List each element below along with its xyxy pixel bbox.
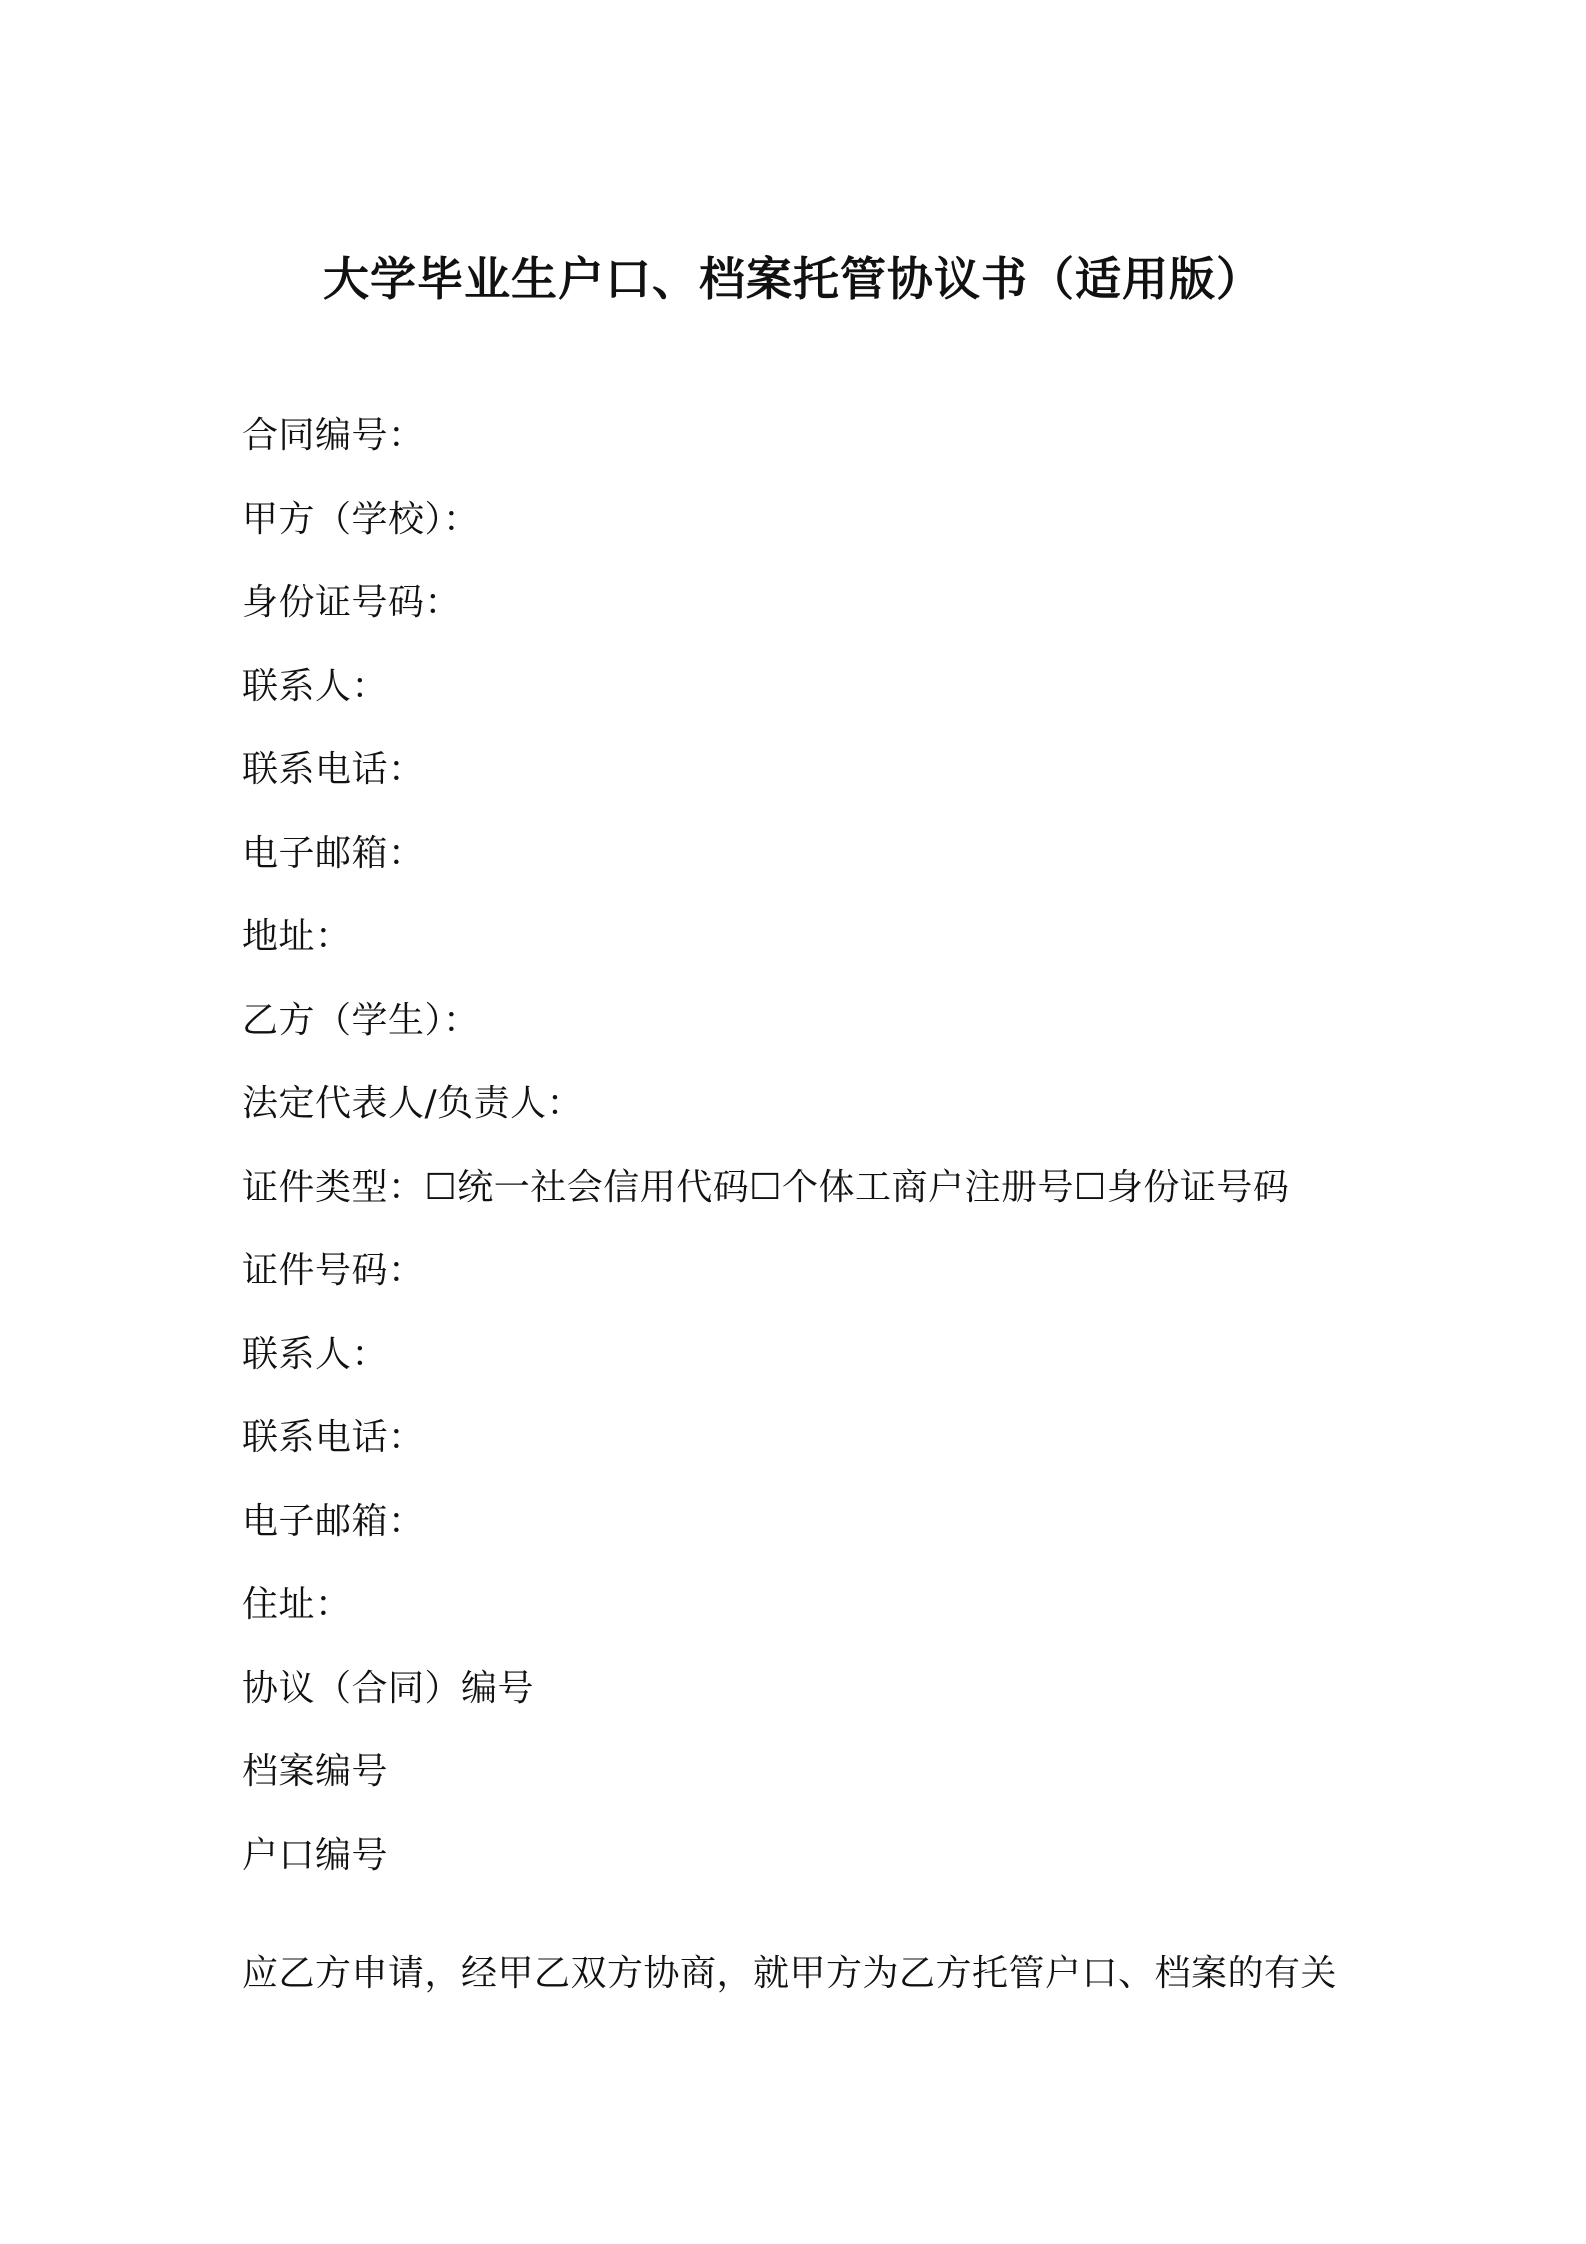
field-party-b-student bbox=[242, 993, 1442, 1077]
field-party-b-email bbox=[242, 1494, 1442, 1578]
field-label: 户口编号 bbox=[242, 1834, 389, 1876]
field-party-a-email bbox=[242, 826, 1442, 910]
field-id-number bbox=[242, 1243, 1442, 1327]
document-title: 大学毕业生户口、档案托管协议书（适用版） bbox=[323, 251, 1263, 306]
field-label: 协议（合同）编号 bbox=[242, 1667, 535, 1709]
field-party-b-residence bbox=[242, 1577, 1442, 1661]
field-label: 证件类型：☐统一社会信用代码☐个体工商户注册号☐身份证号码 bbox=[242, 1166, 1290, 1208]
field-label: 电子邮箱： bbox=[242, 1500, 425, 1542]
field-label: 住址： bbox=[242, 1584, 352, 1625]
form-fields-list bbox=[242, 408, 1442, 1911]
field-label: 档案编号 bbox=[242, 1751, 389, 1792]
field-party-a-address bbox=[242, 909, 1442, 993]
field-party-a-contact bbox=[242, 659, 1442, 743]
field-party-b-contact bbox=[242, 1327, 1442, 1411]
field-legal-representative bbox=[242, 1076, 1442, 1160]
field-agreement-number bbox=[242, 1661, 1442, 1745]
field-id-type bbox=[242, 1160, 1442, 1244]
field-label: 乙方（学生）： bbox=[242, 999, 480, 1041]
intro-paragraph: 应乙方申请，经甲乙双方协商，就甲方为乙方托管户口、档案的有关 bbox=[242, 1953, 1338, 1994]
field-hukou-number bbox=[242, 1828, 1442, 1912]
field-contract-number bbox=[242, 408, 1442, 492]
field-label: 甲方（学校）： bbox=[242, 498, 480, 540]
field-party-a-phone bbox=[242, 742, 1442, 826]
field-party-a-school bbox=[242, 492, 1442, 576]
field-party-b-phone bbox=[242, 1410, 1442, 1494]
field-label: 电子邮箱： bbox=[242, 832, 425, 874]
field-label: 地址： bbox=[242, 916, 352, 957]
field-party-a-id-number bbox=[242, 575, 1442, 659]
field-label: 合同编号： bbox=[242, 415, 425, 456]
field-label: 法定代表人/负责人： bbox=[242, 1083, 584, 1124]
field-label: 联系人： bbox=[242, 665, 389, 707]
field-label: 联系人： bbox=[242, 1333, 389, 1375]
field-archive-number bbox=[242, 1744, 1442, 1828]
field-label: 证件号码： bbox=[242, 1250, 425, 1291]
field-label: 联系电话： bbox=[242, 749, 425, 790]
field-label: 联系电话： bbox=[242, 1417, 425, 1458]
field-label: 身份证号码： bbox=[242, 582, 462, 623]
